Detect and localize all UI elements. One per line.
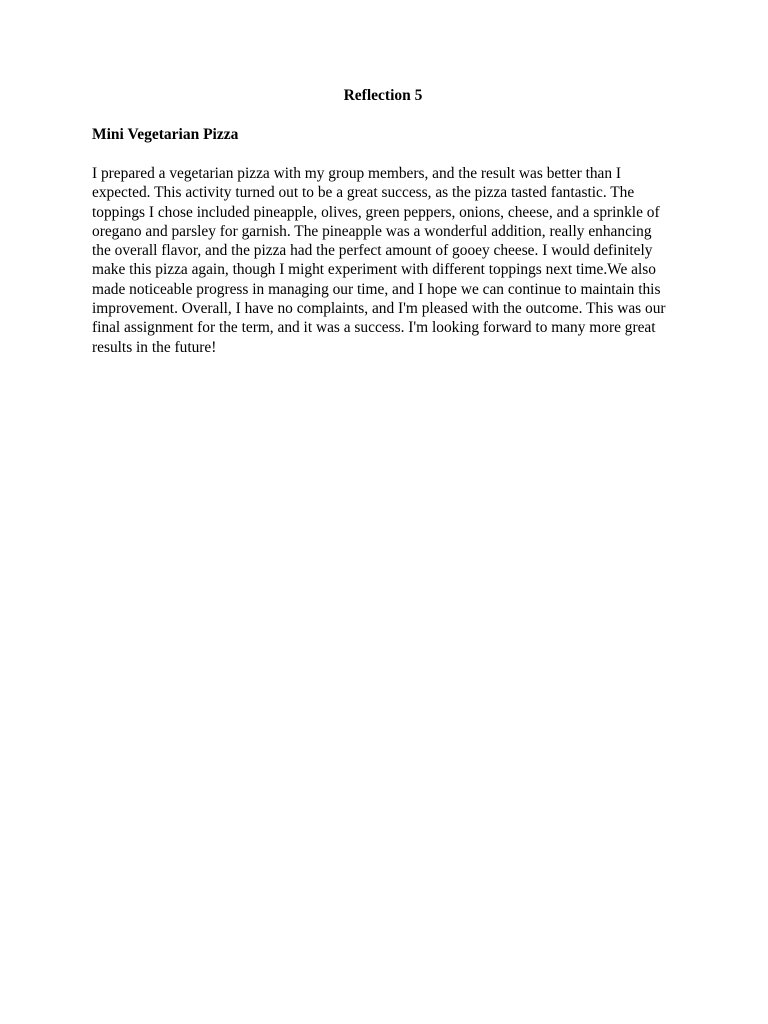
section-heading: Mini Vegetarian Pizza <box>92 126 239 143</box>
page-title: Reflection 5 <box>343 87 423 104</box>
body-paragraph: I prepared a vegetarian pizza with my group members, and the result was better than I expected. This activity turned out to be a great success, as the pizza tasted fantastic. The toppings I chose included pineapple, olives, green peppers, onions, cheese, and a sprinkle of oregano and parsley for garnish. The pineapple was a wonderful addition, really enhancing the overall flavor, and the pizza had the perfect amount of gooey cheese. I would definitely make this pizza again, though I might experiment with different toppings next time.We also made noticeable progress in managing our time, and I hope we can continue to maintain this improvement. Overall, I have no complaints, and I'm pleased with the outcome. This was our final assignment for the term, and it was a success. I'm looking forward to many more great results in the future! <box>92 165 666 356</box>
